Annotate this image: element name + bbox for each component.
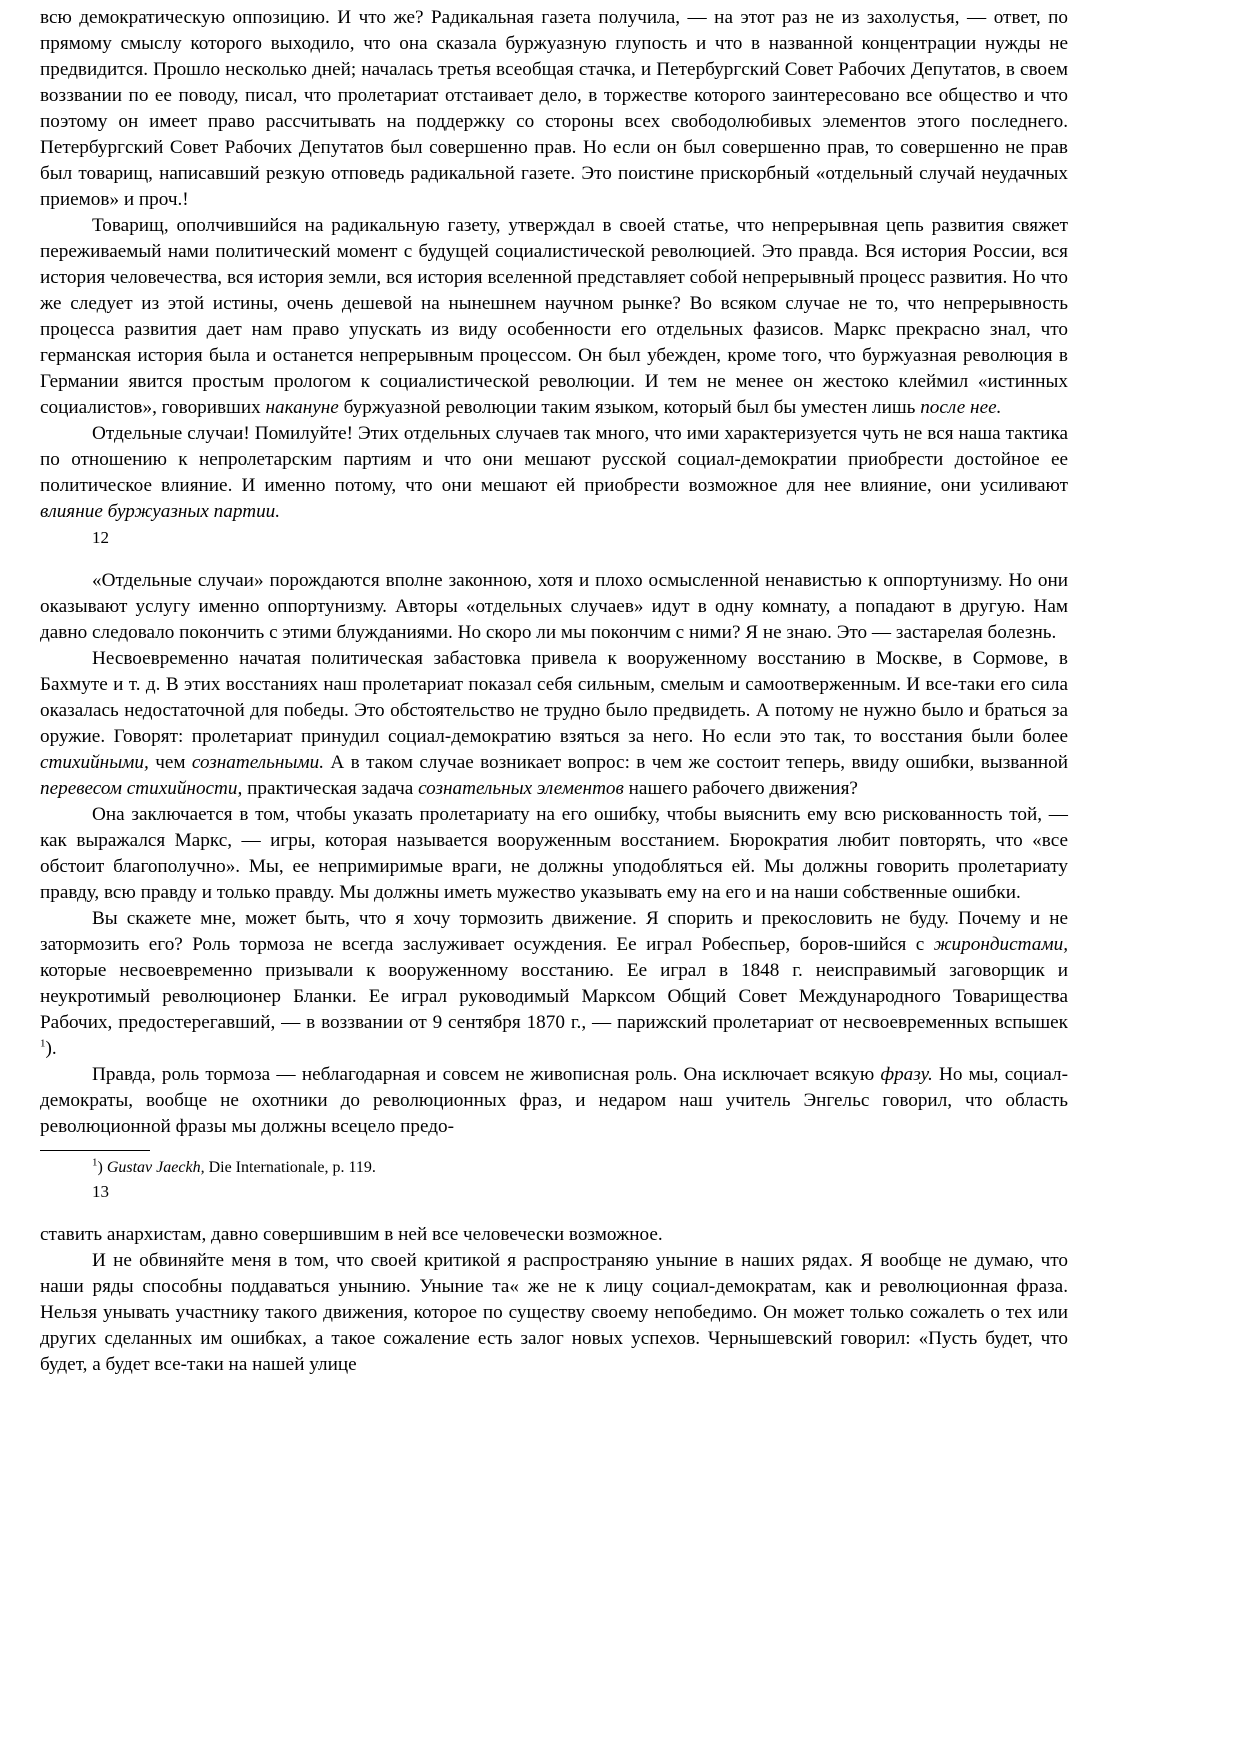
footnote: $^1$) Gustav Jaeckh, Die Internationale, p. 119. <box>92 1156 376 1176</box>
paragraph <box>40 906 1068 1062</box>
emphasis-text: фразу. <box>880 1064 933 1085</box>
page-number: 13 <box>92 1182 109 1201</box>
paragraph <box>40 213 1068 421</box>
paragraph-text: И не обвиняйте меня в том, что своей критикой я распространяю уныние в наших рядах. Я вообще не думаю, что наши ряды способны поддаваться унынию. Уныние та« же не к лицу социал-демократам, как и революционная фраза. Нельзя унывать участнику такого движения, которое по существу своему непобедимо. Он может только сожалеть о тех или других сделанных им ошибках, а такое сожаление есть залог новых успехов. Чернышевский говорил: «Пусть будет, что будет, а будет все-таки на нашей улице <box>40 1250 1068 1375</box>
paragraph-text: ). <box>45 1038 57 1059</box>
paragraph-text: Она заключается в том, чтобы указать пролетариату на его ошибку, чтобы выяснить ему всю рискованность той, — как выражался Маркс, — игры, которая называется вооруженным восстанием. Бюрократия любит повторять, что «все обстоит благополучно». Мы, ее непримиримые враги, не должны уподобляться ей. Мы должны говорить пролетариату правду, всю правду и только правду. Мы должны иметь мужество указывать ему на его и на наши собственные ошибки. <box>40 804 1068 903</box>
paragraph-text: «Отдельные случаи» порождаются вполне законною, хотя и плохо осмысленной ненавистью к оппортунизму. Но они оказывают услугу именно оппортунизму. Авторы «отдельных случаев» идут в одну комнату, а попадают в другую. Нам давно следовало покончить с этими блужданиями. Но скоро ли мы покончим с ними? Я не знаю. Это — застарелая болезнь. <box>40 570 1068 643</box>
footnote-divider <box>40 1150 150 1151</box>
paragraph-text: практическая задача <box>242 778 419 799</box>
paragraph-text: Но мы, социал-демократы, вообще не охотники до революционных фраз, и недаром наш учитель Энгельс говорил, что область революционной фразы мы должны всецело предо- <box>40 1064 1068 1137</box>
paragraph-text: нашего рабочего движения? <box>623 778 858 799</box>
emphasis-text: стихийными, <box>40 752 149 773</box>
paragraph <box>40 802 1068 906</box>
paragraph <box>40 421 1068 525</box>
emphasis-text: сознательных элементов <box>418 778 624 799</box>
emphasis-text: после нее. <box>920 397 1002 418</box>
text-block-middle <box>40 568 1068 1140</box>
emphasis-text: сознательными. <box>191 752 325 773</box>
emphasis-text: перевесом стихийности, <box>40 778 243 799</box>
footnote-text: Die Internationale, p. 119. <box>204 1159 376 1176</box>
text-block-top <box>40 5 1068 525</box>
paragraph-text: Отдельные случаи! Помилуйте! Этих отдельных случаев так много, что ими характеризуется чуть не вся наша тактика по отношению к непролетарским партиям и что они мешают русской социал-демократии приобрести достойное ее политическое влияние. И именно потому, что они мешают ей приобрести возможное для нее влияние, они усиливают <box>40 423 1068 496</box>
footnote-author: Gustav Jaeckh, <box>106 1159 205 1176</box>
paragraph-text: Правда, роль тормоза — неблагодарная и совсем не живописная роль. Она исключает всякую <box>92 1064 881 1085</box>
paragraph-text: буржуазной революции таким языком, который был бы уместен лишь <box>338 397 921 418</box>
text-block-bottom <box>40 1222 1068 1378</box>
paragraph <box>40 1222 1068 1248</box>
paragraph-text: Вы скажете мне, может быть, что я хочу тормозить движение. Я спорить и прекословить не буду. Почему и не затормозить его? Роль тормоза не всегда заслуживает осуждения. Ее играл Робеспьер, боров-шийся с <box>40 908 1068 955</box>
paragraph-text: А в таком случае возникает вопрос: в чем же состоит теперь, ввиду ошибки, вызванной <box>324 752 1068 773</box>
paragraph <box>40 646 1068 802</box>
paragraph-text: Несвоевременно начатая политическая забастовка привела к вооруженному восстанию в Москве, в Сормове, в Бахмуте и т. д. В этих восстаниях наш пролетариат показал себя сильным, смелым и самоотверженным. И все-таки его сила оказалась недостаточной для победы. Это обстоятельство не трудно было предвидеть. А потому не нужно было и браться за оружие. Говорят: пролетариат принудил социал-демократию взяться за него. Но если это так, то восстания были более <box>40 648 1068 747</box>
emphasis-text: влияние буржуазных партии. <box>40 501 281 522</box>
paragraph <box>40 5 1068 213</box>
paragraph-text: которые несвоевременно призывали к вооруженному восстанию. Ее играл в 1848 г. неисправимый заговорщик и неукротимый революционер Бланки. Ее играл руководимый Марксом Общий Совет Международного Товарищества Рабочих, предостерегавший, — в воззвании от 9 сентября 1870 г., — парижский пролетариат от несвоевременных вспышек <box>40 960 1068 1033</box>
paragraph-text: Товарищ, ополчившийся на радикальную газету, утверждал в своей статье, что непрерывная цепь развития свяжет переживаемый нами политический момент с будущей социалистической революцией. Это правда. Вся история России, вся история человечества, вся история земли, вся история вселенной представляет собой непрерывный процесс развития. Но что же следует из этой истины, очень дешевой на нынешнем научном рынке? Во всяком случае не то, что непрерывность процесса развития дает нам право упускать из виду особенности его отдельных фазисов. Маркс прекрасно знал, что германская история была и останется непрерывным процессом. Он был убежден, кроме того, что буржуазная революция в Германии явится простым прологом к социалистической революции. И тем не менее он жестоко клеймил «истинных социалистов», говоривших <box>40 215 1068 418</box>
document-page <box>40 5 1068 1378</box>
page-number: 12 <box>92 528 109 547</box>
paragraph-text: всю демократическую оппозицию. И что же? Радикальная газета получила, — на этот раз не из захолустья, — ответ, по прямому смыслу которого выходило, что она сказала буржуазную глупость и что в названной концентрации нужды не предвидится. Прошло несколько дней; началась третья всеобщая стачка, и Петербургский Совет Рабочих Депутатов, в своем воззвании по ее поводу, писал, что пролетариат отстаивает дело, в торжестве которого заинтересовано все общество и что поэтому он имеет право рассчитывать на поддержку со стороны всех свободолюбивых элементов этого последнего. Петербургский Совет Рабочих Депутатов был совершенно прав. Но если он был совершенно прав, то совершенно не прав был товарищ, написавший резкую отповедь радикальной газете. Это поистине прискорбный «отдельный случай неудачных приемов» и проч.! <box>40 7 1068 210</box>
paragraph <box>40 1248 1068 1378</box>
emphasis-text: накануне <box>265 397 339 418</box>
paragraph-text: чем <box>148 752 192 773</box>
paragraph <box>40 1062 1068 1140</box>
footnote-ref: 1 <box>40 1037 46 1050</box>
emphasis-text: жирондистами, <box>933 934 1068 955</box>
paragraph-text: ставить анархистам, давно совершившим в ней все человечески возможное. <box>40 1224 663 1245</box>
paragraph <box>40 568 1068 646</box>
footnote-marker: 1 <box>92 1156 98 1169</box>
